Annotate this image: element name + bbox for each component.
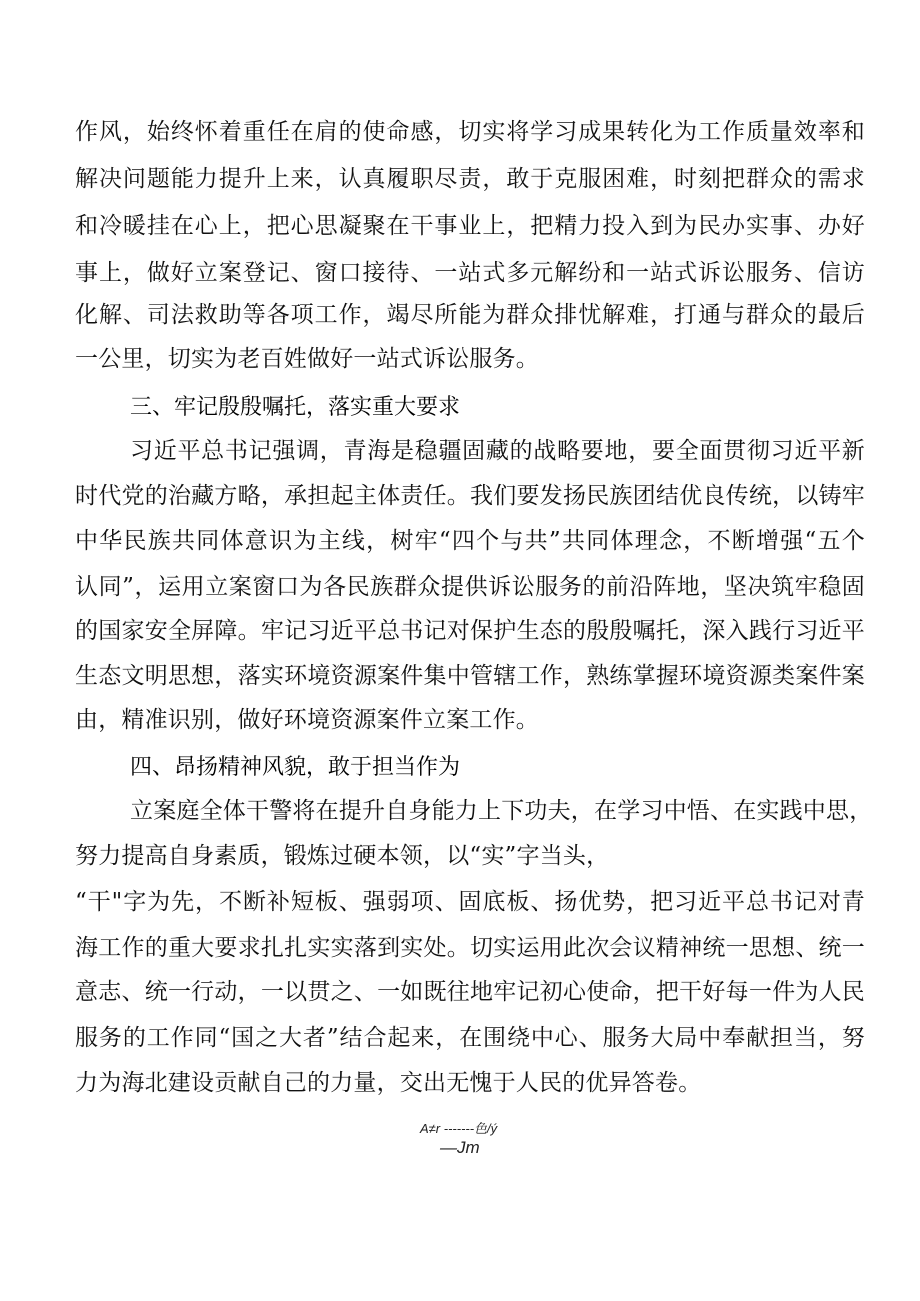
paragraph-3-line-1: 立案庭全体干警将在提升自身能力上下功夫，在学习中悟、在实践中思，: [130, 798, 873, 824]
paragraph-2-line-1: 习近平总书记强调，青海是稳疆固藏的战略要地，要全面贯彻习近平新: [130, 438, 865, 464]
paragraph-3-line-2: 努力提高自身素质，锻炼过硬本领，以“实”字当头，: [75, 843, 610, 869]
paragraph-1-line-2: 解决问题能力提升上来，认真履职尽责，敢于克服困难，时刻把群众的需求: [75, 166, 865, 192]
paragraph-2-line-6: 生态文明思想，落实环境资源案件集中管辖工作，熟练掌握环境资源类案件案: [75, 663, 865, 689]
paragraph-3-line-6: 服务的工作同“国之大者”结合起来，在围绕中心、服务大局中奉献担当，努: [75, 1025, 865, 1051]
section-heading-3: 三、牢记殷殷嘱托，落实重大要求: [130, 395, 461, 420]
paragraph-2-line-3: 中华民族共同体意识为主线，树牢“四个与共”共同体理念，不断增强“五个: [75, 528, 865, 554]
footer-mark-line-2: —Jm: [440, 1138, 480, 1157]
paragraph-3-line-5: 意志、统一行动，一以贯之、一如既往地牢记初心使命，把干好每一件为人民: [75, 979, 865, 1005]
paragraph-1-line-6: 一公里，切实为老百姓做好一站式诉讼服务。: [75, 346, 539, 372]
section-heading-4: 四、昂扬精神风貌，敢于担当作为: [130, 755, 461, 780]
paragraph-2-line-4: 认同”，运用立案窗口为各民族群众提供诉讼服务的前沿阵地，坚决筑牢稳固: [75, 574, 865, 600]
paragraph-3-line-3: “干"字为先，不断补短板、强弱项、固底板、扬优势，把习近平总书记对青: [75, 889, 865, 915]
paragraph-3-line-4: 海工作的重大要求扎扎实实落到实处。切实运用此次会议精神统一思想、统一: [75, 935, 865, 961]
paragraph-1-line-5: 化解、司法救助等各项工作，竭尽所能为群众排忧解难，打通与群众的最后: [75, 302, 865, 328]
paragraph-1-line-3: 和冷暖挂在心上，把心思凝聚在干事业上，把精力投入到为民办实事、办好: [75, 213, 865, 239]
footer-mark: [420, 1120, 520, 1158]
footer-mark-line-1: A≠r -------色/ý: [420, 1121, 498, 1136]
paragraph-2-line-2: 时代党的治藏方略，承担起主体责任。我们要发扬民族团结优良传统，以铸牢: [75, 483, 865, 509]
paragraph-2-line-5: 的国家安全屏障。牢记习近平总书记对保护生态的殷殷嘱托，深入践行习近平: [75, 618, 865, 644]
paragraph-2-line-7: 由，精准识别，做好环境资源案件立案工作。: [75, 707, 539, 733]
paragraph-1-line-1: 作风，始终怀着重任在肩的使命感，切实将学习成果转化为工作质量效率和: [75, 119, 865, 145]
paragraph-3-line-7: 力为海北建设贡献自己的力量，交出无愧于人民的优异答卷。: [75, 1070, 702, 1096]
paragraph-1-line-4: 事上，做好立案登记、窗口接待、一站式多元解纷和一站式诉讼服务、信访: [75, 260, 865, 286]
